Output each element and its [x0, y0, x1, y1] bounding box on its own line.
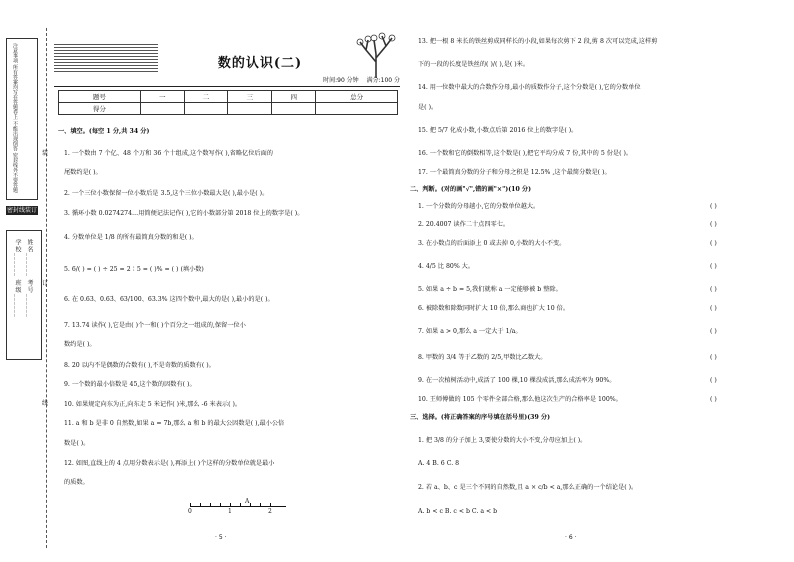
score-input-cell[interactable]: [140, 103, 184, 115]
judge-answer-paren[interactable]: ( ): [710, 328, 717, 335]
question-line: 的质数。: [64, 479, 89, 486]
judge-line: 8. 甲数的 3/4 等于乙数的 2/5,甲数比乙数大。: [418, 354, 547, 361]
number-line-point: A: [245, 498, 250, 505]
score-cell: 题号: [59, 91, 141, 103]
info-label-name: 姓名______ 考号______: [26, 239, 33, 318]
question-line: 1. 一个数由 7 个亿、48 个万和 36 个十组成,这个数写作( ),省略亿位后面的: [64, 150, 273, 157]
number-line-tick: [190, 503, 191, 507]
notice-box: [6, 38, 38, 200]
judge-line: 3. 在小数点的后面添上 0 或去掉 0,小数的大小不变。: [418, 240, 566, 247]
exam-meta: [260, 75, 400, 84]
question-line: 4. 分数单位是 1/8 的所有最简真分数的和是( )。: [64, 234, 198, 241]
question-line: 1. 把 3/8 的分子加上 3,要使分数的大小不变,分母应加上( )。: [418, 437, 587, 444]
choice-options: A. b < c B. c < b C. a < b: [418, 508, 498, 515]
score-input-cell[interactable]: [272, 103, 316, 115]
number-line-label: 0: [188, 508, 192, 515]
judge-answer-paren[interactable]: ( ): [710, 305, 717, 312]
score-cell: 总分: [316, 91, 398, 103]
number-line-tick: [210, 503, 211, 507]
score-cell: 四: [272, 91, 316, 103]
judge-answer-paren[interactable]: ( ): [710, 203, 717, 210]
number-line-tick: [240, 503, 241, 507]
judge-answer-paren[interactable]: ( ): [710, 396, 717, 403]
judge-line: 1. 一个分数的分母越小,它的分数单位越大。: [418, 203, 540, 210]
score-cell: 得分: [59, 103, 141, 115]
section-heading: 一、填空。(每空 1 分,共 34 分): [58, 128, 150, 135]
page-number: · 5 ·: [215, 534, 227, 541]
question-line: 数是( )。: [64, 440, 90, 447]
question-line: 13. 把一根 8 米长的铁丝剪成同样长的小段,如果每次剪下 2 段,剪 8 次可以完成,这样剪: [418, 38, 658, 45]
judge-line: 4. 4/5 比 80% 大。: [418, 263, 475, 270]
cut-mark: 装: [42, 150, 49, 157]
question-line: 16. 一个数和它的倒数相等,这个数是( ),把它平均分成 7 份,其中的 5 份是( )。: [418, 150, 633, 157]
score-table: [58, 90, 398, 115]
question-line: 下的一段的长度是铁丝的( )/( ),是( )米。: [418, 61, 530, 68]
exam-time: 时间:90 分钟: [323, 77, 359, 84]
judge-answer-paren[interactable]: ( ): [710, 221, 717, 228]
question-line: 2. 若 a、b、c 是三个不同的自然数,且 a × c/b < a,那么正确的一个结论是( )。: [418, 484, 638, 491]
question-line: 15. 把 5/7 化成小数,小数点后第 2016 位上的数字是( )。: [418, 127, 578, 134]
judge-answer-paren[interactable]: ( ): [710, 286, 717, 293]
judge-answer-paren[interactable]: ( ): [710, 354, 717, 361]
exam-full-score: 满分:100 分: [366, 77, 400, 84]
question-line: 9. 一个数的最小倍数是 45,这个数的因数有( )。: [64, 381, 196, 388]
tree-icon: [354, 32, 398, 78]
score-cell: 一: [140, 91, 184, 103]
score-cell: 三: [228, 91, 272, 103]
question-line: 12. 如图,直线上的 4 点用分数表示是( ),再添上( )个这样的分数单位就是最小: [64, 460, 275, 467]
number-line-tick: [200, 503, 201, 507]
seal-line: [46, 28, 47, 548]
number-line-tick: [260, 503, 261, 507]
question-line: 是( )。: [418, 104, 438, 111]
section-heading: 二、判断。(对的画"√",错的画"×")(10 分): [410, 186, 532, 193]
judge-line: 7. 如果 a > 0,那么 a 一定大于 1/a。: [418, 328, 522, 335]
page-title: 数的认识(二): [217, 56, 303, 71]
judge-answer-paren[interactable]: ( ): [710, 377, 717, 384]
header-divider: [54, 86, 400, 87]
student-info-box: [6, 230, 42, 360]
score-input-cell[interactable]: [184, 103, 228, 115]
question-line: 数约是( )。: [64, 341, 96, 348]
info-label-school: 学校______ 班级______: [14, 239, 21, 318]
question-line: 7. 13.74 读作( ),它是由( )个一和( )个百分之一组成的,保留一位小: [64, 322, 246, 329]
question-line: 14. 用一位数中最大的合数作分母,最小的质数作分子,这个分数是( ),它的分数单位: [418, 84, 641, 91]
cut-mark: 订: [42, 280, 49, 287]
judge-answer-paren[interactable]: ( ): [710, 240, 717, 247]
section-heading: 三、选择。(将正确答案的序号填在括号里)(39 分): [410, 414, 551, 421]
question-line: 2. 一个三位小数保留一位小数后是 3.5,这个三位小数最大是( ),最小是( )。: [64, 190, 269, 197]
cut-mark: 线: [42, 400, 49, 407]
question-line: 8. 20 以内不是偶数的合数有( ),不是奇数的质数有( )。: [64, 362, 215, 369]
number-line-tick: [270, 503, 271, 507]
number-line: [190, 498, 286, 516]
question-line: 11. a 和 b 是非 0 自然数,如果 a = 7b,那么 a 和 b 的最大公因数是( ),最小公倍: [64, 420, 285, 427]
header-stripes: [54, 44, 158, 72]
question-line: 尾数约是( )。: [64, 169, 102, 176]
seal-label: 密封线装订: [6, 207, 37, 214]
judge-answer-paren[interactable]: ( ): [710, 263, 717, 270]
score-table-header-row: [59, 91, 398, 103]
choice-options: A. 4 B. 6 C. 8: [418, 460, 460, 467]
judge-line: 6. 被除数和除数同时扩大 10 倍,那么商也扩大 10 倍。: [418, 305, 570, 312]
notice-text: 注意事项 所有答案均写在答题卷上 不能出现倒答 密封线外不要答题: [12, 43, 18, 193]
number-line-label: 1: [228, 508, 232, 515]
question-line: 3. 循环小数 0.0274274…用简便记法记作( ),它的小数部分第 2018 位上的数字是( )。: [64, 210, 304, 217]
score-input-cell[interactable]: [228, 103, 272, 115]
binding-strip: [0, 28, 50, 548]
number-line-tick: [220, 503, 221, 507]
score-cell: 二: [184, 91, 228, 103]
number-line-tick: [230, 503, 231, 507]
number-line-axis: [190, 506, 286, 507]
question-line: 6. 在 0.63、0.63̇、63/100、63.3% 这四个数中,最大的是( ),最小的是( )。: [64, 296, 274, 303]
judge-line: 10. 王师傅做的 105 个零件全部合格,那么他这次生产的合格率是 100%。: [418, 396, 622, 403]
page-number: · 6 ·: [565, 534, 577, 541]
question-line: 10. 如果规定向东为正,向东走 5 米记作( )米,那么 -6 米表示( )。: [64, 401, 242, 408]
judge-line: 9. 在一次植树活动中,成活了 100 棵,10 棵没成活,那么成活率为 90%。: [418, 377, 616, 384]
question-line: 5. 6/( ) = ( ) ÷ 25 = 2∶5 = ( )% = ( ) (填小数): [64, 266, 204, 273]
number-line-label: 2: [268, 508, 272, 515]
number-line-tick: [250, 503, 251, 507]
judge-line: 5. 如果 a ÷ b = 5,我们就称 a 一定能够被 b 整除。: [418, 286, 562, 293]
score-input-cell[interactable]: [316, 103, 398, 115]
score-table-score-row: [59, 103, 398, 115]
judge-line: 2. 20.4007 读作二十点四零七。: [418, 221, 510, 228]
question-line: 17. 一个最简真分数的分子和分母之积是 12.5% ,这个最简分数是( )。: [418, 169, 611, 176]
